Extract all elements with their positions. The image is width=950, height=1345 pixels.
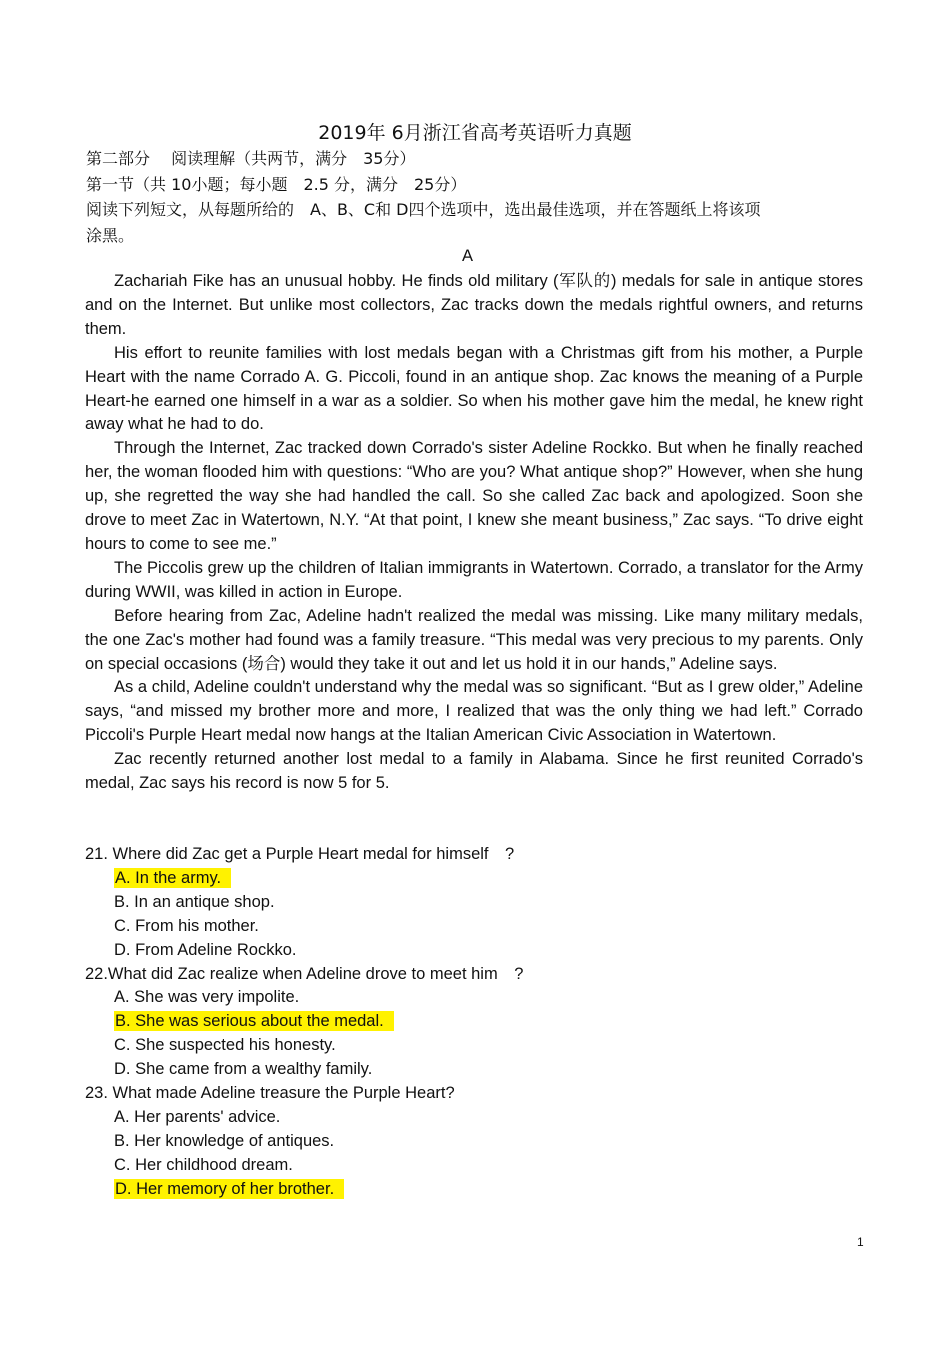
question-21	[85, 843, 863, 963]
option-b	[114, 1010, 863, 1034]
passage-paragraph: Zac recently returned another lost medal to a family in Alabama. Since he first reunited Corrado's medal, Zac says his record is now 5 for 5.	[85, 750, 863, 793]
question-22	[85, 963, 863, 1083]
reading-passage	[85, 270, 863, 796]
option-c: C. Her childhood dream.	[114, 1155, 293, 1174]
question-stem: 22.What did Zac realize when Adeline drove to meet him ?	[85, 964, 524, 983]
page-number: 1	[857, 1235, 864, 1249]
option-a: A. She was very impolite.	[114, 988, 300, 1007]
question-list	[85, 843, 863, 1202]
question-stem: 21. Where did Zac get a Purple Heart medal for himself ?	[85, 845, 515, 863]
passage-label: A	[461, 247, 473, 265]
section-heading: 第二部分 阅读理解（共两节，满分 35分）	[86, 149, 416, 168]
passage-paragraph: Zachariah Fike has an unusual hobby. He finds old military (军队的) medals for sale in antique stores and on the Internet. But unlike most collectors, Zac tracks down the medals rightful owners, and returns them.	[85, 272, 863, 338]
subsection-heading: 第一节（共 10小题；每小题 2.5 分，满分 25分）	[86, 175, 467, 194]
passage-paragraph: His effort to reunite families with lost medals began with a Christmas gift from his mother, a Purple Heart with the name Corrado A. G. Piccoli, found in an antique shop. Zac knows the meaning of a Purple Heart-he earned one himself in a war as a soldier. So when his mother gave him the medal, he knew right away what he had to do.	[85, 343, 863, 434]
option-b: B. In an antique shop.	[114, 892, 275, 911]
option-c: C. From his mother.	[114, 916, 259, 935]
question-stem: 23. What made Adeline treasure the Purple Heart?	[85, 1084, 455, 1103]
question-23	[85, 1082, 863, 1202]
instructions-line-1: 阅读下列短文，从每题所给的 A、B、C和 D四个选项中，选出最佳选项，并在答题纸上将该项	[86, 200, 761, 219]
highlighted-answer: D. Her memory of her brother.	[114, 1179, 344, 1199]
option-d: D. She came from a wealthy family.	[114, 1060, 373, 1079]
passage-paragraph: Before hearing from Zac, Adeline hadn't realized the medal was missing. Like many military medals, the one Zac's mother had found was a family treasure. “This medal was very precious to my parents. Only on special occasions (场合) would they take it out and let us hold it in our hands,” Adeline says.	[85, 606, 863, 673]
option-d: D. From Adeline Rockko.	[114, 940, 297, 959]
option-d	[114, 1178, 863, 1202]
option-a: A. Her parents' advice.	[114, 1107, 281, 1126]
passage-paragraph: Through the Internet, Zac tracked down Corrado's sister Adeline Rockko. But when he finally reached her, the woman flooded him with questions: “Who are you? What antique shop?” However, when she hung up, she regretted the way she had handled the call. So she called Zac back and apologized. Soon she drove to meet Zac in Watertown, N.Y. “At that point, I knew she meant business,” Zac says. “To drive eight hours to come to see me.”	[85, 439, 863, 553]
option-a	[114, 867, 863, 891]
page-title: 2019年 6月浙江省高考英语听力真题	[318, 122, 632, 144]
highlighted-answer: B. She was serious about the medal.	[114, 1011, 394, 1031]
option-b: B. Her knowledge of antiques.	[114, 1131, 335, 1150]
instructions-line-2: 涂黑。	[86, 226, 135, 245]
highlighted-answer: A. In the army.	[114, 868, 231, 888]
passage-paragraph: The Piccolis grew up the children of Italian immigrants in Watertown. Corrado, a translator for the Army during WWII, was killed in action in Europe.	[85, 558, 863, 601]
passage-paragraph: As a child, Adeline couldn't understand why the medal was so significant. “But as I grew older,” Adeline says, “and missed my brother more and more, I realized that was the only thing we had left.” Corrado Piccoli's Purple Heart medal now hangs at the Italian American Civic Association in Watertown.	[85, 678, 863, 745]
option-c: C. She suspected his honesty.	[114, 1036, 336, 1055]
